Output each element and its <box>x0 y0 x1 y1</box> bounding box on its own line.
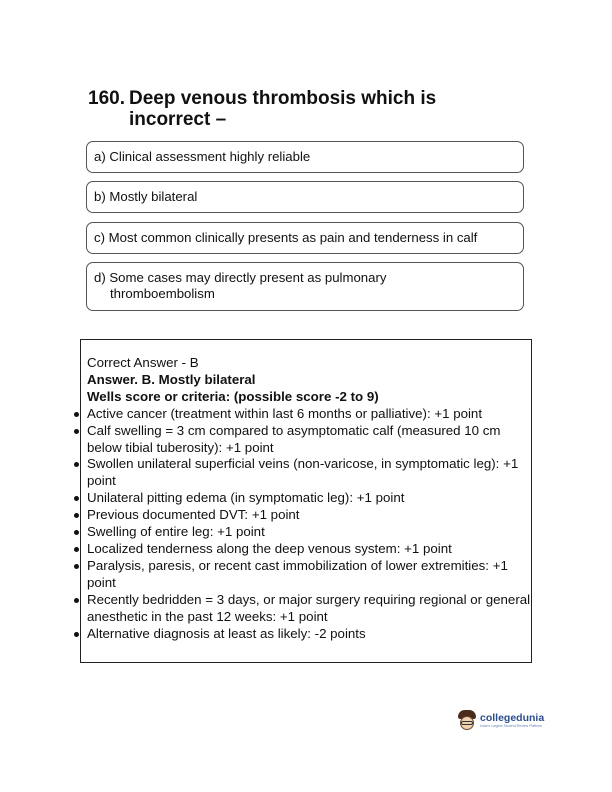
bullet-icon <box>74 496 79 501</box>
criteria-list <box>87 406 532 643</box>
bullet-icon <box>74 429 79 434</box>
criteria-item: Calf swelling = 3 cm compared to asymptomatic calf (measured 10 cm below tibial tuberosity): +1 point <box>87 423 532 457</box>
question-text: Deep venous thrombosis which is incorrect – <box>129 88 437 130</box>
option-c[interactable] <box>86 222 524 254</box>
criteria-item: Paralysis, paresis, or recent cast immobilization of lower extremities: +1 point <box>87 558 532 592</box>
option-b-label: b) Mostly bilateral <box>94 189 198 204</box>
bullet-icon <box>74 632 79 637</box>
answer-content <box>87 355 532 642</box>
bullet-icon <box>74 462 79 467</box>
bullet-icon <box>74 547 79 552</box>
option-a[interactable] <box>86 141 524 173</box>
criteria-item: Active cancer (treatment within last 6 months or palliative): +1 point <box>87 406 532 423</box>
option-a-label: a) Clinical assessment highly reliable <box>94 149 311 164</box>
criteria-item: Unilateral pitting edema (in symptomatic leg): +1 point <box>87 490 532 507</box>
criteria-item: Previous documented DVT: +1 point <box>87 507 532 524</box>
bullet-icon <box>74 412 79 417</box>
option-d-label: d) Some cases may directly present as pulmonary <box>94 270 387 285</box>
logo-tagline: India's Largest Student Review Platform <box>480 724 543 728</box>
option-b[interactable] <box>86 181 524 213</box>
option-d-continuation: thromboembolism <box>110 286 215 301</box>
bullet-icon <box>74 598 79 603</box>
logo-brand: collegedunia <box>480 712 545 724</box>
bullet-icon <box>74 513 79 518</box>
correct-answer: Correct Answer - B <box>87 355 199 370</box>
option-c-label: c) Most common clinically presents as pain and tenderness in calf <box>94 230 478 245</box>
option-d[interactable] <box>86 262 524 311</box>
bullet-icon <box>74 564 79 569</box>
criteria-item: Alternative diagnosis at least as likely: -2 points <box>87 626 532 643</box>
answer-heading: Answer. B. Mostly bilateral <box>87 371 256 387</box>
criteria-heading: Wells score or criteria: (possible score -2 to 9) <box>87 388 379 404</box>
criteria-item: Localized tenderness along the deep venous system: +1 point <box>87 541 532 558</box>
mascot-icon <box>457 710 477 732</box>
collegedunia-logo <box>457 708 547 734</box>
criteria-item: Recently bedridden = 3 days, or major surgery requiring regional or general anesthetic in the past 12 weeks: +1 point <box>87 592 532 626</box>
question-title <box>88 88 508 130</box>
criteria-item: Swelling of entire leg: +1 point <box>87 524 532 541</box>
bullet-icon <box>74 530 79 535</box>
question-number: 160. <box>88 88 125 109</box>
criteria-item: Swollen unilateral superficial veins (non-varicose, in symptomatic leg): +1 point <box>87 456 532 490</box>
